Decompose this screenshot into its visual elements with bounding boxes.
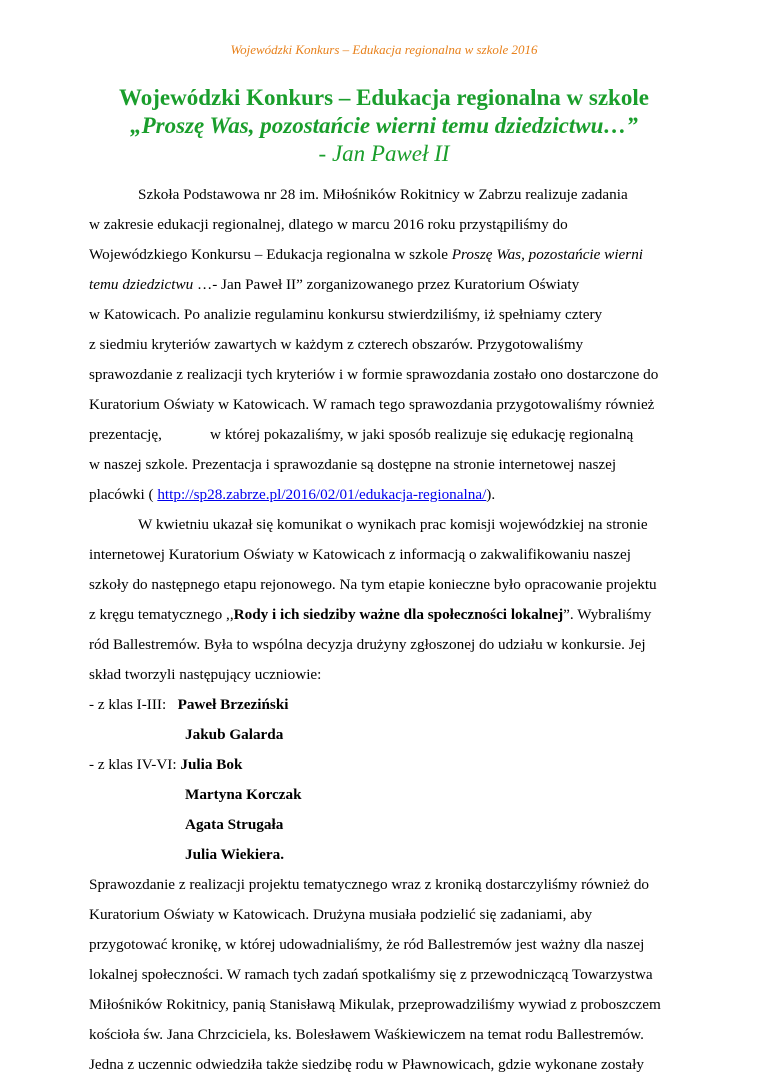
text-line xyxy=(89,600,699,630)
text-line: Kuratorium Oświaty w Katowicach. W ramach tego sprawozdania przygotowaliśmy również xyxy=(89,396,655,413)
student-name: Martyna Korczak xyxy=(185,786,302,803)
text-line: w naszej szkole. Prezentacja i sprawozdanie są dostępne na stronie internetowej naszej xyxy=(89,456,617,473)
text-run: …- Jan Paweł II” zorganizowanego przez Kuratorium Oświaty xyxy=(193,276,580,293)
text-line: skład tworzyli następujący uczniowie: xyxy=(89,666,322,683)
text-line: kościoła św. Jana Chrzciciela, ks. Bolesławem Waśkiewiczem na temat rodu Ballestremów. xyxy=(89,1026,644,1043)
student-group-1 xyxy=(89,690,699,720)
text-line: w zakresie edukacji regionalnej, dlatego w marcu 2016 roku przystąpiliśmy do xyxy=(89,216,568,233)
school-page-link[interactable]: http://sp28.zabrze.pl/2016/02/01/edukacja-regionalna/ xyxy=(157,486,487,503)
text-line: lokalnej społeczności. W ramach tych zadań spotkaliśmy się z przewodniczącą Towarzystwa xyxy=(89,966,653,983)
text-line: w Katowicach. Po analizie regulaminu konkursu stwierdziliśmy, iż spełniamy cztery xyxy=(89,306,603,323)
text-run: prezentację, xyxy=(89,426,162,443)
text-run: ”. Wybraliśmy xyxy=(563,606,652,623)
student-name: Julia Wiekiera. xyxy=(185,846,285,863)
student-name: Jakub Galarda xyxy=(185,726,284,743)
text-line: Jedna z uczennic odwiedziła także siedzibę rodu w Pławnowicach, gdzie wykonane zostały xyxy=(89,1056,644,1073)
document-subtitle-quote: „Proszę Was, pozostańcie wierni temu dziedzictwu…” xyxy=(130,113,638,138)
text-line xyxy=(89,480,699,510)
group-label: - z klas I-III: xyxy=(89,696,167,713)
text-line: przygotować kronikę, w której udowadnialiśmy, że ród Ballestremów jest ważny dla naszej xyxy=(89,936,645,953)
title-block xyxy=(0,84,768,168)
text-line xyxy=(89,270,699,300)
text-line: Sprawozdanie z realizacji projektu tematycznego wraz z kroniką dostarczyliśmy również do xyxy=(89,876,650,893)
student-name: Agata Strugała xyxy=(185,816,284,833)
text-line: internetowej Kuratorium Oświaty w Katowicach z informacją o zakwalifikowaniu naszej xyxy=(89,546,631,563)
project-theme: Rody i ich siedziby ważne dla społeczności lokalnej xyxy=(233,606,564,623)
group-label: - z klas IV-VI: xyxy=(89,756,181,773)
text-line: W kwietniu ukazał się komunikat o wynikach prac komisji wojewódzkiej na stronie xyxy=(138,516,648,533)
text-line: sprawozdanie z realizacji tych kryteriów i w formie sprawozdania zostało ono dostarczone do xyxy=(89,366,659,383)
text-line: ród Ballestremów. Była to wspólna decyzja drużyny zgłoszonej do udziału w konkursie. Jej xyxy=(89,636,646,653)
text-run: z kręgu tematycznego ,, xyxy=(89,606,234,623)
student-group-2 xyxy=(89,750,699,780)
text-line: Szkoła Podstawowa nr 28 im. Miłośników Rokitnicy w Zabrzu realizuje zadania xyxy=(138,186,628,203)
document-body xyxy=(89,180,699,1080)
running-header: Wojewódzki Konkurs – Edukacja regionalna w szkole 2016 xyxy=(230,42,538,57)
student-name: Paweł Brzeziński xyxy=(177,696,289,713)
text-line xyxy=(89,420,699,450)
text-run: ). xyxy=(486,486,496,503)
text-line: Miłośników Rokitnicy, panią Stanisławą Mikulak, przeprowadziliśmy wywiad z proboszczem xyxy=(89,996,661,1013)
text-run: w której pokazaliśmy, w jaki sposób realizuje się edukację regionalną xyxy=(209,426,634,443)
text-line: szkoły do następnego etapu rejonowego. Na tym etapie konieczne było opracowanie projektu xyxy=(89,576,657,593)
quote-author: - Jan Paweł II xyxy=(318,141,450,166)
text-line: z siedmiu kryteriów zawartych w każdym z czterech obszarów. Przygotowaliśmy xyxy=(89,336,584,353)
competition-motto: temu dziedzictwu xyxy=(89,276,194,293)
text-line xyxy=(89,240,699,270)
text-run: Wojewódzkiego Konkursu – Edukacja regionalna w szkole xyxy=(89,246,452,263)
text-run: placówki ( xyxy=(89,486,158,503)
student-name: Julia Bok xyxy=(180,756,243,773)
text-line: Kuratorium Oświaty w Katowicach. Drużyna musiała podzielić się zadaniami, aby xyxy=(89,906,593,923)
document-title: Wojewódzki Konkurs – Edukacja regionalna w szkole xyxy=(119,85,649,110)
competition-motto: Proszę Was, pozostańcie wierni xyxy=(451,246,644,263)
